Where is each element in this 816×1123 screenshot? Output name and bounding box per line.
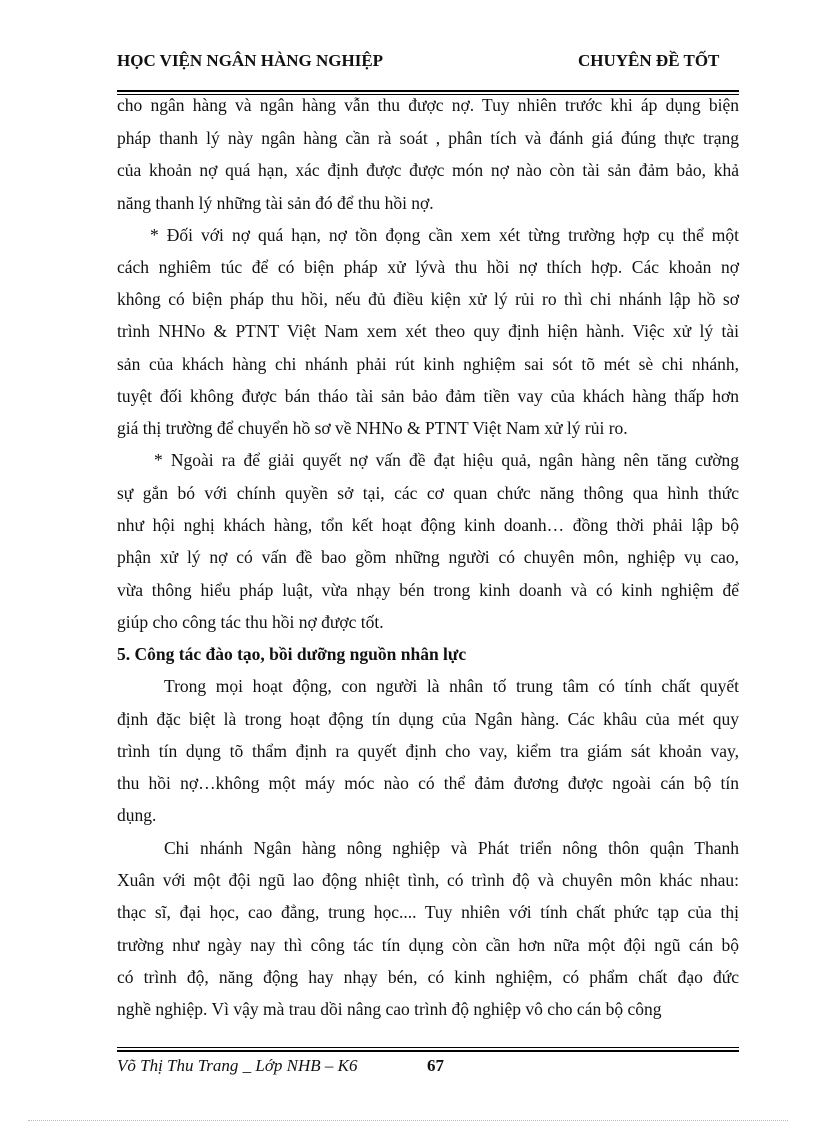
body-line: tuyệt đối không được bán tháo tài sản bảo đảm tiền vay của khách hàng thấp hơn	[117, 386, 739, 406]
body-line: trình NHNo & PTNT Việt Nam xem xét theo quy định hiện hành. Việc xử lý tài	[117, 321, 739, 341]
body-line: cho ngân hàng và ngân hàng vẫn thu được nợ. Tuy nhiên trước khi áp dụng biện	[117, 95, 739, 115]
footer-author: Võ Thị Thu Trang _ Lớp NHB – K6	[117, 1056, 358, 1075]
body-line: có trình độ, năng động hay nhạy bén, có kinh nghiệm, có phẩm chất đạo đức	[117, 967, 739, 987]
footer-divider-thin	[117, 1047, 739, 1048]
body-line: Xuân với một đội ngũ lao động nhiệt tình, có trình độ và chuyên môn khác nhau:	[117, 870, 739, 890]
body-line: thu hồi nợ…không một máy móc nào có thể đảm đương được ngoài cán bộ tín	[117, 773, 739, 793]
body-line: sản của khách hàng chi nhánh phải rút kinh nghiệm sai sót tõ mét sè chi nhánh,	[117, 354, 739, 374]
page-edge-divider	[28, 1120, 788, 1121]
body-line: vừa thông hiểu pháp luật, vừa nhạy bén trong kinh doanh và có kinh nghiệm để	[117, 580, 739, 600]
body-line: pháp thanh lý này ngân hàng cần rà soát , phân tích và đánh giá đúng thực trạng	[117, 128, 739, 148]
body-line: phận xử lý nợ có vấn đề bao gồm những người có chuyên môn, nghiệp vụ cao,	[117, 547, 739, 567]
body-line: giúp cho công tác thu hồi nợ được tốt.	[117, 612, 384, 632]
body-line: sự gắn bó với chính quyền sở tại, các cơ quan chức năng thông qua hình thức	[117, 483, 739, 503]
section-heading: 5. Công tác đào tạo, bồi dưỡng nguồn nhân lực	[117, 644, 467, 664]
paragraph-first-line: Chi nhánh Ngân hàng nông nghiệp và Phát triển nông thôn quận Thanh	[164, 838, 739, 858]
body-line: trường như ngày nay thì công tác tín dụng còn cần hơn nữa một đội ngũ cán bộ	[117, 935, 739, 955]
body-line: nghề nghiệp. Vì vậy mà trau dồi nâng cao trình độ nghiệp vô cho cán bộ công	[117, 999, 662, 1019]
body-line: như hội nghị khách hàng, tổn kết hoạt động kinh doanh… đồng thời phải lập bộ	[117, 515, 739, 535]
paragraph-first-line: * Đối với nợ quá hạn, nợ tồn đọng cần xem xét từng trường hợp cụ thể một	[150, 225, 739, 245]
body-line: của khoản nợ quá hạn, xác định được được món nợ nào còn tài sản đảm bảo, khả	[117, 160, 739, 180]
body-line: giá thị trường để chuyển hồ sơ về NHNo & PTNT Việt Nam xử lý rủi ro.	[117, 418, 628, 438]
body-line: định đặc biệt là trong hoạt động tín dụng của Ngân hàng. Các khâu của mét quy	[117, 709, 739, 729]
header-institution: HỌC VIỆN NGÂN HÀNG NGHIỆP	[117, 51, 384, 70]
body-line: không có biện pháp thu hồi, nếu đủ điều kiện xử lý rủi ro thì chi nhánh lập hồ sơ	[117, 289, 739, 309]
body-line: dụng.	[117, 805, 157, 825]
paragraph-first-line: * Ngoài ra để giải quyết nợ vấn đề đạt hiệu quả, ngân hàng nên tăng cường	[154, 450, 739, 470]
body-line: cách nghiêm túc để có biện pháp xử lývà thu hồi nợ thích hợp. Các khoản nợ	[117, 257, 739, 277]
paragraph-first-line: Trong mọi hoạt động, con người là nhân tố trung tâm có tính chất quyết	[164, 676, 739, 696]
body-line: thạc sĩ, đại học, cao đẳng, trung học.... Tuy nhiên với tính chất phức tạp của thị	[117, 902, 739, 922]
body-line: trình tín dụng tõ thẩm định ra quyết định cho vay, kiểm tra giám sát khoản vay,	[117, 741, 739, 761]
body-line: năng thanh lý những tài sản đó để thu hồi nợ.	[117, 193, 434, 213]
header-document-type: CHUYÊN ĐỀ TỐT	[578, 51, 720, 70]
page-number: 67	[427, 1056, 444, 1075]
footer-divider-thick	[117, 1050, 739, 1052]
